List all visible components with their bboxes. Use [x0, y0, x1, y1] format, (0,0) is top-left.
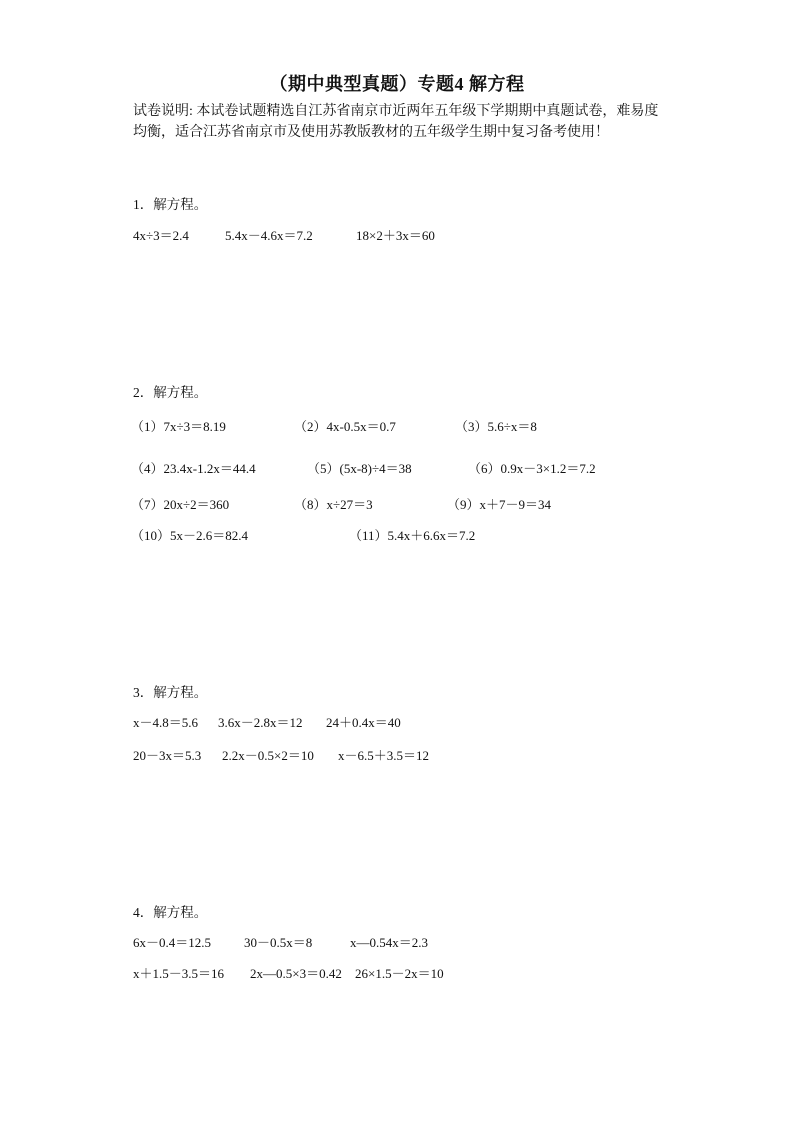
q2-equation: （7）20x÷2＝360	[131, 497, 230, 512]
q2-equation: （9）x＋7－9＝34	[447, 497, 552, 512]
question-1-heading: 1．解方程。	[133, 197, 208, 212]
question-4-heading: 4．解方程。	[133, 905, 208, 920]
q3-equation: 3.6x－2.8x＝12	[218, 715, 303, 730]
q3-equation: 24＋0.4x＝40	[326, 715, 401, 730]
q3-equation: 2.2x－0.5×2＝10	[222, 748, 314, 763]
q4-equation: 6x－0.4＝12.5	[133, 935, 212, 950]
question-3-heading: 3．解方程。	[133, 685, 208, 700]
q2-equation: （11）5.4x＋6.6x＝7.2	[349, 528, 476, 543]
document-title: （期中典型真题）专题4 解方程	[269, 74, 525, 94]
question-2-heading: 2．解方程。	[133, 385, 208, 400]
q4-equation: x—0.54x＝2.3	[350, 935, 429, 950]
q2-equation: （1）7x÷3＝8.19	[131, 419, 226, 434]
q3-equation: x－4.8＝5.6	[133, 715, 199, 730]
q2-equation: （2）4x-0.5x＝0.7	[294, 419, 396, 434]
q4-equation: 30－0.5x＝8	[244, 935, 313, 950]
q1-equation: 4x÷3＝2.4	[133, 228, 189, 243]
q1-equation: 18×2＋3x＝60	[356, 228, 435, 243]
q2-equation: （4）23.4x-1.2x＝44.4	[131, 461, 256, 476]
q2-equation: （5）(5x-8)÷4＝38	[307, 461, 412, 476]
q4-equation: x＋1.5－3.5＝16	[133, 966, 225, 981]
q4-equation: 26×1.5－2x＝10	[355, 966, 444, 981]
q2-equation: （8）x÷27＝3	[294, 497, 373, 512]
q4-equation: 2x—0.5×3＝0.42	[250, 966, 342, 981]
intro-line: 均衡，适合江苏省南京市及使用苏教版教材的五年级学生期中复习备考使用！	[133, 125, 609, 140]
q2-equation: （6）0.9x－3×1.2＝7.2	[468, 461, 596, 476]
intro-paragraph	[133, 101, 673, 143]
q3-equation: 20－3x＝5.3	[133, 748, 202, 763]
q3-equation: x－6.5＋3.5＝12	[338, 748, 430, 763]
q1-equation: 5.4x－4.6x＝7.2	[225, 228, 313, 243]
q2-equation: （3）5.6÷x＝8	[455, 419, 537, 434]
intro-line: 试卷说明: 本试卷试题精选自江苏省南京市近两年五年级下学期期中真题试卷，难易度	[133, 104, 659, 119]
q2-equation: （10）5x－2.6＝82.4	[131, 528, 249, 543]
